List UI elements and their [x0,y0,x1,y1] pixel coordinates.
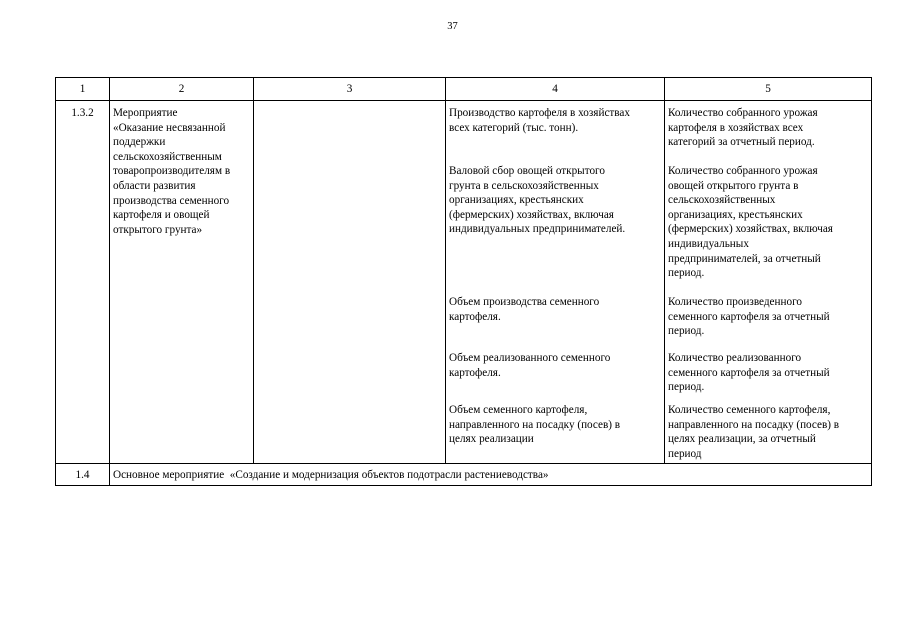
indicator-line: направленного на посадку (посев) в [449,418,621,431]
table-row [56,101,872,464]
indicator-line: организациях, крестьянских [449,194,584,207]
method-line: Количество произведенного [668,296,802,308]
method-line: период. [668,381,705,394]
method-line: (фермерских) хозяйствах, включая [668,223,833,236]
calculation-method-cell [665,101,872,464]
page-number: 37 [447,21,458,32]
col-3-cell [254,101,446,464]
method-line: овощей открытого грунта в [668,179,799,192]
event-line: области развития [113,179,196,192]
header-col-5: 5 [665,78,872,101]
event-line: производства семенного [113,194,230,207]
method-line: семенного картофеля за отчетный [668,366,830,379]
event-line: картофеля и овощей [113,209,210,222]
indicator-name-cell [446,101,665,464]
indicator-line: индивидуальных предпринимателей. [449,223,626,236]
event-line: «Оказание несвязанной [113,121,226,134]
indicator-line: картофеля. [449,366,501,379]
indicator-line: Производство картофеля в хозяйствах [449,107,630,119]
measures-table [55,77,872,486]
indicator-line: грунта в сельскохозяйственных [449,179,599,192]
method-line: картофеля в хозяйствах всех [668,121,804,134]
calculation-method [668,164,868,295]
indicator-name [449,351,661,403]
method-line: Количество реализованного [668,352,802,364]
indicator-name [449,164,661,295]
indicator-name [449,106,661,164]
row-number: 1.4 [56,464,110,486]
indicator-line: (фермерских) хозяйствах, включая [449,208,614,221]
header-row [56,78,872,101]
main-event-title: Основное мероприятие «Создание и модернизация объектов подотрасли растениеводства» [110,464,872,486]
event-line: сельскохозяйственным [113,150,222,163]
indicator-line: картофеля. [449,310,501,323]
header-col-1: 1 [56,78,110,101]
method-line: Количество собранного урожая [668,165,818,177]
header-col-2: 2 [110,78,254,101]
method-line: предпринимателей, за отчетный [668,252,821,265]
header-col-4: 4 [446,78,665,101]
event-description [110,101,254,464]
indicator-name [449,295,661,351]
indicator-line: целях реализации [449,433,534,446]
method-line: период. [668,267,705,280]
method-line: Количество собранного урожая [668,107,818,119]
indicator-line: всех категорий (тыс. тонн). [449,121,579,134]
calculation-method [668,351,868,403]
table-row [56,464,872,486]
method-line: Количество семенного картофеля, [668,404,831,416]
calculation-method [668,403,868,461]
event-line: Мероприятие [113,107,178,119]
method-line: категорий за отчетный период. [668,136,815,149]
method-line: сельскохозяйственных [668,194,776,207]
method-line: индивидуальных [668,237,749,250]
header-col-3: 3 [254,78,446,101]
method-line: семенного картофеля за отчетный [668,310,830,323]
method-line: направленного на посадку (посев) в [668,418,840,431]
method-line: период. [668,325,705,338]
event-line: поддержки [113,136,166,149]
indicator-line: Объем производства семенного [449,296,600,308]
event-line: открытого грунта» [113,223,203,236]
calculation-method [668,295,868,351]
method-line: целях реализации, за отчетный [668,433,816,446]
method-line: организациях, крестьянских [668,208,803,221]
method-line: период [668,447,702,460]
indicator-line: Объем семенного картофеля, [449,404,588,416]
indicator-line: Валовой сбор овощей открытого [449,165,605,177]
calculation-method [668,106,868,164]
indicator-name [449,403,661,447]
row-number: 1.3.2 [56,101,110,464]
indicator-line: Объем реализованного семенного [449,352,611,364]
event-line: товаропроизводителям в [113,165,231,178]
